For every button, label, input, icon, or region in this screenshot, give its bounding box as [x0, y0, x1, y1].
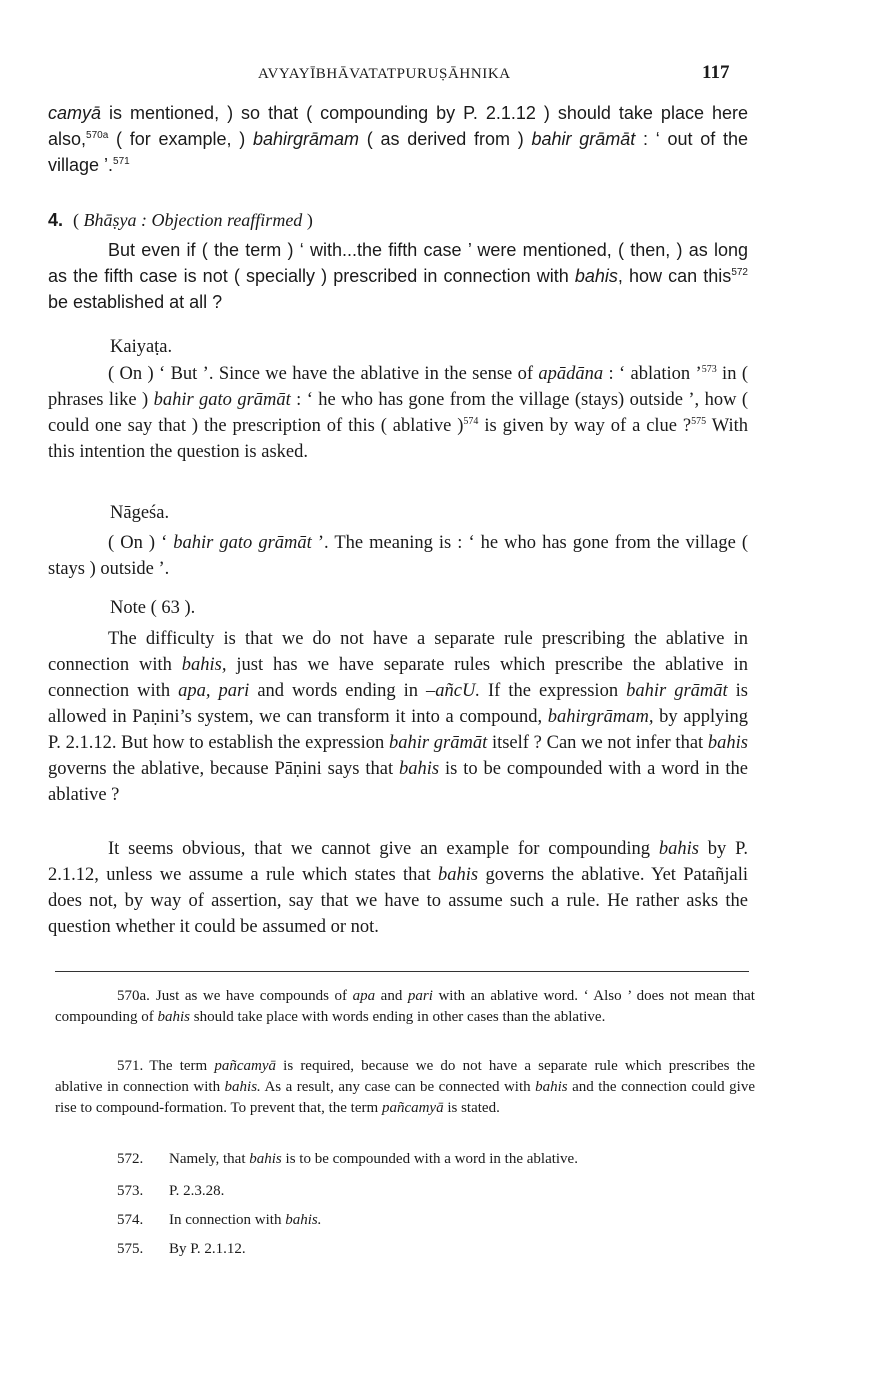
text: The term — [149, 1058, 215, 1074]
text: is allowed in Paṇini’s system, we can transform it into a compound, — [48, 681, 749, 727]
footnote-number: 574. — [117, 1212, 144, 1228]
text: and the connection could give rise to compound-formation. To prevent that, the term — [55, 1079, 755, 1116]
term: bahir gato grāmāt — [153, 390, 291, 410]
text: governs the ablative. Yet Patañjali does not, by way of assertion, say that we have to assume such a rule. He rather asks the question whether it could be assumed or not. — [48, 865, 748, 937]
term: bahis — [399, 759, 440, 779]
kaiyata-paragraph — [48, 361, 748, 465]
text: in ( phrases like ) — [48, 364, 748, 410]
running-title: AVYAYĪBHĀVATATPURUṢĀHNIKA — [258, 66, 511, 82]
footnote-number: 570a. — [117, 988, 150, 1004]
running-head — [0, 62, 894, 86]
text: ( for example, ) — [108, 129, 253, 149]
footnote-number: 572. — [117, 1151, 144, 1167]
term: apa — [352, 988, 376, 1004]
text: ( as derived from ) — [359, 129, 532, 149]
text: just has we have separate rules which prescribe the ablative in connection with — [48, 655, 748, 701]
footnote-ref: 574 — [463, 415, 479, 427]
text: is mentioned, ) so that ( compounding by P. 2.1.12 ) should take place here also, — [48, 103, 748, 149]
text: : ‘ out of the village ’. — [48, 129, 748, 175]
text: It seems obvious, that we cannot give an example for compounding — [108, 839, 659, 859]
text: is to be compounded with a word in the ablative. — [281, 1151, 578, 1167]
term: –añcU. — [426, 681, 480, 701]
footnote-575 — [117, 1241, 246, 1258]
term: apādāna — [538, 364, 604, 384]
term: bahis. — [285, 1212, 322, 1228]
note-paragraph-2 — [48, 836, 748, 940]
term: bahir grāmāt — [626, 681, 728, 701]
term: bahirgrāmam — [252, 129, 360, 149]
nagesa-paragraph — [48, 530, 748, 582]
footnote-number: 571. — [117, 1058, 144, 1074]
section-number: 4. — [48, 210, 64, 230]
text: itself ? Can we not infer that — [487, 733, 708, 753]
text: by P. 2.1.12, unless we assume a rule which states that — [48, 839, 748, 885]
term: bahis — [574, 266, 618, 286]
section-heading — [48, 210, 313, 231]
note-label: Note ( 63 ). — [110, 598, 196, 618]
text: ’. The meaning is : ‘ he who has gone from the village ( stays ) outside ’. — [48, 533, 748, 579]
term: bahis — [157, 1009, 191, 1025]
text: : ‘ he who has gone from the village (stays) outside ’, how ( could one say that ) the prescription of this ( ablative ) — [48, 390, 748, 436]
term: bahir gato grāmāt — [173, 533, 312, 553]
text: by applying P. 2.1.12. But how to establish the expression — [48, 707, 749, 753]
term: bahis. — [224, 1079, 261, 1095]
footnote-number: 575. — [117, 1241, 144, 1257]
text: Just as we have compounds of — [155, 988, 353, 1004]
footnote-570a — [55, 986, 755, 1028]
term: bahis — [707, 733, 748, 753]
term: pari — [407, 988, 433, 1004]
text: If the expression — [480, 681, 627, 701]
section-title: Bhāṣya : Objection reaffirmed — [83, 210, 303, 230]
text: Namely, that — [169, 1151, 250, 1167]
text: The difficulty is that we do not have a separate rule prescribing the ablative in connection with — [48, 629, 748, 675]
term: bahis — [658, 839, 699, 859]
footnote-divider — [55, 971, 749, 972]
text: be established at all ? — [48, 292, 223, 312]
footnote-ref: 572 — [731, 267, 748, 278]
term: bahirgrāmam, — [547, 707, 654, 727]
note-paragraph — [48, 626, 748, 808]
text: governs the ablative, because Pāṇini says that — [48, 759, 400, 779]
text: By P. 2.1.12. — [169, 1241, 246, 1257]
text: , how can this — [617, 266, 732, 286]
term: bahir grāmāt — [388, 733, 488, 753]
term: apa, pari — [178, 681, 250, 701]
text: In connection with — [169, 1212, 286, 1228]
term: pañcamyā — [381, 1100, 444, 1116]
term: pañcamyā — [214, 1058, 277, 1074]
footnote-number: 573. — [117, 1183, 144, 1199]
footnote-571 — [55, 1056, 755, 1119]
text: is stated. — [443, 1100, 500, 1116]
text: is required, because we do not have a separate rule which prescribes the ablative in connection with — [55, 1058, 755, 1095]
text: ) — [302, 210, 313, 230]
footnote-572 — [117, 1151, 578, 1168]
text: But even if ( the term ) ‘ with...the fifth case ’ were mentioned, ( then, ) as long as the fifth case is not ( specially ) prescribed in connection with — [48, 240, 748, 286]
text: is to be compounded with a word in the ablative ? — [48, 759, 748, 805]
text: With this intention the question is asked. — [48, 416, 748, 462]
text: ( On ) ‘ — [108, 533, 174, 553]
kaiyata-label: Kaiyaṭa. — [110, 337, 173, 357]
term: bahir grāmāt — [531, 129, 636, 149]
bhasya-paragraph — [48, 237, 748, 315]
footnote-ref: 573 — [701, 363, 717, 375]
text: ( On ) ‘ But ’. Since we have the ablative in the sense of — [108, 364, 539, 384]
text: P. 2.3.28. — [169, 1183, 225, 1199]
term: bahis — [249, 1151, 282, 1167]
text: and words ending in — [249, 681, 427, 701]
paragraph-continuation — [48, 100, 748, 178]
text: As a result, any case can be connected with — [260, 1079, 536, 1095]
term: camyā — [48, 103, 102, 123]
text: : ‘ ablation ’ — [603, 364, 702, 384]
page-number: 117 — [702, 62, 730, 83]
text: with an ablative word. ‘ Also ’ does not mean that compounding of — [55, 988, 755, 1025]
term: bahis, — [181, 655, 227, 675]
term: bahis — [438, 865, 479, 885]
nagesa-label: Nāgeśa. — [110, 503, 170, 523]
footnote-ref: 570a — [86, 130, 109, 141]
footnote-573 — [117, 1183, 224, 1200]
footnote-ref: 575 — [691, 415, 707, 427]
text: is given by way of a clue ? — [478, 416, 692, 436]
term: bahis — [535, 1079, 568, 1095]
text: and — [375, 988, 408, 1004]
footnote-ref: 571 — [113, 156, 130, 167]
text: should take place with words ending in other cases than the ablative. — [190, 1009, 606, 1025]
footnote-574 — [117, 1212, 322, 1229]
text: ( — [73, 210, 84, 230]
